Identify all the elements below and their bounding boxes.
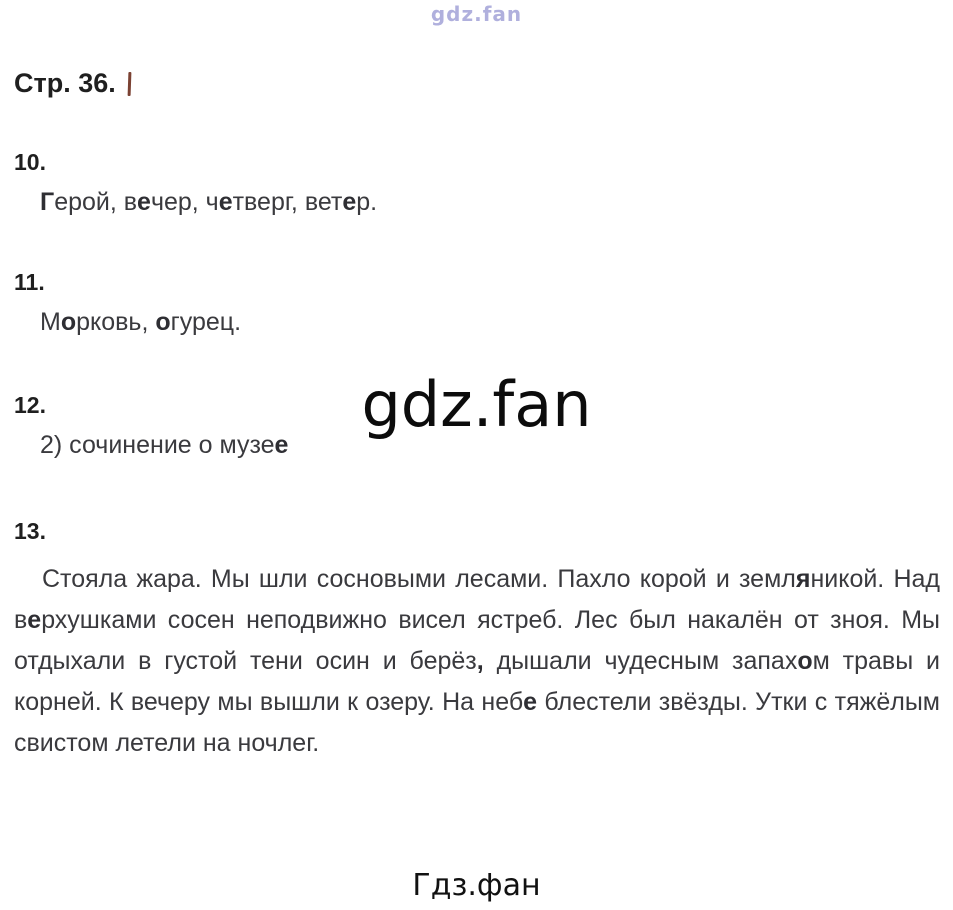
center-watermark: gdz.fan bbox=[361, 368, 592, 441]
top-watermark: gdz.fan bbox=[430, 2, 523, 26]
text-segment: ерой, в bbox=[54, 188, 138, 216]
highlighted-letter: о bbox=[155, 308, 171, 336]
text-segment: 2) сочинение о музе bbox=[40, 431, 275, 459]
text-segment: блестели звёзды. Утки с тяжёлым свистом летели на ночлег. bbox=[14, 688, 940, 757]
text-segment: м травы и корней. К вечеру мы вышли к озеру. На неб bbox=[14, 647, 940, 716]
exercise-12 bbox=[14, 392, 940, 460]
exercise-10 bbox=[14, 149, 940, 217]
exercise-answer-paragraph bbox=[14, 559, 940, 764]
highlighted-letter: е bbox=[523, 688, 538, 716]
highlighted-letter: е bbox=[137, 188, 151, 216]
exercise-number: 11. bbox=[14, 269, 45, 295]
text-segment: рхушками сосен неподвижно висел ястреб. Лес был накалён от зноя. Мы отдыхали в густой тени осин и берёз bbox=[14, 606, 940, 675]
highlighted-letter: е bbox=[274, 431, 289, 459]
text-segment: р. bbox=[356, 188, 378, 216]
highlighted-letter: я bbox=[795, 565, 811, 593]
exercise-13 bbox=[14, 518, 940, 764]
text-segment: Стояла жара. Мы шли сосновыми лесами. Пахло корой и земл bbox=[42, 565, 796, 593]
text-segment: рковь, bbox=[76, 308, 156, 336]
exercise-answer bbox=[40, 431, 940, 460]
exercise-answer bbox=[40, 308, 940, 337]
text-segment: гурец. bbox=[170, 308, 242, 336]
text-segment: никой. Над в bbox=[14, 565, 940, 634]
text-segment: тверг, вет bbox=[232, 188, 343, 216]
highlighted-letter: е bbox=[342, 188, 357, 216]
exercise-answer bbox=[40, 188, 940, 217]
highlighted-letter: е bbox=[27, 606, 42, 634]
text-segment: М bbox=[40, 308, 61, 336]
exercise-number: 13. bbox=[14, 518, 46, 544]
exercise-number: 12. bbox=[14, 392, 46, 418]
highlighted-letter: Г bbox=[40, 188, 55, 216]
text-segment: дышали чудесным запах bbox=[483, 647, 798, 675]
page-title: Стр. 36. bbox=[14, 68, 116, 98]
cursor-mark-icon bbox=[127, 71, 131, 95]
highlighted-letter: е bbox=[218, 188, 233, 216]
highlighted-letter: о bbox=[60, 308, 77, 336]
footer-brand: Гдз.фан bbox=[412, 868, 541, 903]
highlighted-letter: о bbox=[797, 647, 813, 675]
exercise-11 bbox=[14, 269, 940, 337]
highlighted-letter: , bbox=[476, 647, 484, 675]
text-segment: чер, ч bbox=[150, 188, 219, 216]
exercise-number: 10. bbox=[14, 149, 46, 175]
